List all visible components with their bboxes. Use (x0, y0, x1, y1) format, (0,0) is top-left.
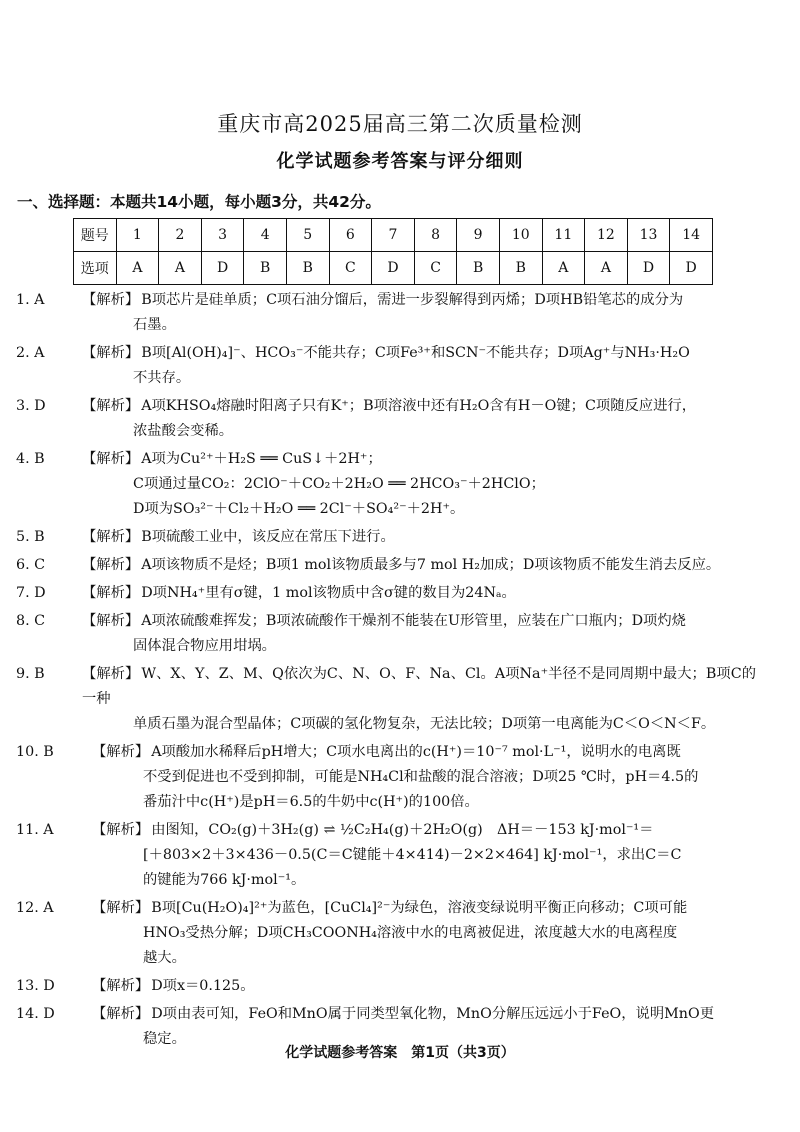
analysis-tag: 【解析】 (92, 822, 150, 838)
item-line: 石墨。 (133, 317, 176, 333)
item-line: 浓盐酸会变稀。 (133, 423, 234, 439)
item-text: A项KHSO₄熔融时阳离子只有K⁺；B项溶液中还有H₂O含有H－O键；C项随反应进行， (141, 398, 696, 414)
explanation-item (16, 818, 756, 893)
explanation-item (16, 447, 756, 522)
answer-choice-cell: D (372, 252, 415, 285)
analysis-tag: 【解析】 (82, 529, 140, 545)
item-line: [＋803×2＋3×436－0.5(C＝C键能＋4×414)－2×2×464] kJ·mol⁻¹，求出C＝C (143, 847, 682, 863)
item-line: 固体混合物应用坩埚。 (133, 638, 276, 654)
item-body (82, 447, 756, 522)
analysis-tag: 【解析】 (82, 585, 140, 601)
answer-choice-cell: D (201, 252, 244, 285)
item-line (82, 609, 756, 634)
item-number: 3. D (16, 398, 46, 414)
answer-choice-cell: B (457, 252, 500, 285)
analysis-tag: 【解析】 (82, 292, 140, 308)
analysis-tag: 【解析】 (82, 613, 140, 629)
item-number: 2. A (16, 345, 45, 361)
item-text: W、X、Y、Z、M、Q依次为C、N、O、F、Na、Cl。A项Na⁺半径不是同周期中最大；B项C的一种 (82, 666, 756, 707)
item-text: B项芯片是硅单质；C项石油分馏后，需进一步裂解得到丙烯；D项HB铅笔芯的成分为 (141, 292, 684, 308)
item-line (82, 447, 756, 472)
item-number: 9. B (16, 666, 45, 682)
item-text: D项x＝0.125。 (151, 978, 255, 994)
item-line (82, 525, 756, 550)
question-number-cell: 9 (457, 219, 500, 252)
item-line (82, 288, 756, 313)
page-footer: 化学试题参考答案 第1页（共3页） (285, 1045, 515, 1061)
item-text: D项由表可知，FeO和MnO属于同类型氧化物，MnO分解压远远小于FeO，说明MnO更 (151, 1006, 715, 1022)
item-line (92, 740, 756, 765)
item-number: 5. B (16, 529, 45, 545)
analysis-tag: 【解析】 (92, 744, 150, 760)
item-line: D项为SO₃²⁻＋Cl₂＋H₂O ══ 2Cl⁻＋SO₄²⁻＋2H⁺。 (133, 501, 465, 517)
question-number-cell: 2 (159, 219, 202, 252)
explanation-item (16, 662, 756, 737)
question-number-cell: 6 (329, 219, 372, 252)
item-text: A项该物质不是烃；B项1 mol该物质最多与7 mol H₂加成；D项该物质不能发生消去反应。 (141, 557, 721, 573)
page-subtitle: 化学试题参考答案与评分细则 (276, 151, 524, 172)
item-text: A项酸加水稀释后pH增大；C项水电离出的c(H⁺)＝10⁻⁷ mol·L⁻¹，说明水的电离既 (151, 744, 681, 760)
analysis-tag: 【解析】 (92, 978, 150, 994)
question-number-cell: 1 (116, 219, 159, 252)
question-number-cell: 3 (201, 219, 244, 252)
answer-table (73, 218, 713, 285)
question-number-cell: 10 (499, 219, 542, 252)
item-number: 13. D (16, 978, 55, 994)
explanation-list (16, 288, 756, 1055)
question-number-cell: 12 (585, 219, 628, 252)
explanation-item (16, 525, 756, 550)
analysis-tag: 【解析】 (82, 666, 140, 682)
item-text: B项硫酸工业中，该反应在常压下进行。 (141, 529, 395, 545)
item-line: HNO₃受热分解；D项CH₃COONH₄溶液中水的电离被促进，浓度越大水的电离程度 (143, 925, 678, 941)
explanation-item (16, 553, 756, 578)
section-heading: 一、选择题：本题共14小题，每小题3分，共42分。 (17, 193, 381, 211)
answer-choice-cell: A (116, 252, 159, 285)
item-line (92, 974, 756, 999)
item-body (82, 609, 756, 659)
explanation-item (16, 288, 756, 338)
item-number: 11. A (16, 822, 54, 838)
item-line: 单质石墨为混合型晶体；C项碳的氢化物复杂，无法比较；D项第一电离能为C＜O＜N＜F。 (133, 716, 716, 732)
explanation-item (16, 609, 756, 659)
analysis-tag: 【解析】 (82, 398, 140, 414)
item-body (82, 341, 756, 391)
answer-choice-cell: C (414, 252, 457, 285)
item-line (92, 896, 756, 921)
item-number: 6. C (16, 557, 46, 573)
item-body (82, 525, 756, 550)
item-number: 7. D (16, 585, 46, 601)
answer-choice-cell: B (499, 252, 542, 285)
item-line: 的键能为766 kJ·mol⁻¹。 (143, 872, 306, 888)
explanation-item (16, 896, 756, 971)
answer-choice-cell: B (286, 252, 329, 285)
item-line: 不共存。 (133, 370, 191, 386)
item-number: 14. D (16, 1006, 55, 1022)
question-number-cell: 5 (286, 219, 329, 252)
analysis-tag: 【解析】 (82, 451, 140, 467)
item-text: B项[Cu(H₂O)₄]²⁺为蓝色，[CuCl₄]²⁻为绿色，溶液变绿说明平衡正向移动；C项可能 (151, 900, 688, 916)
question-number-cell: 13 (627, 219, 670, 252)
answer-table-row-label: 选项 (74, 252, 117, 285)
item-text: 由图知，CO₂(g)＋3H₂(g) ⇌ ½C₂H₄(g)＋2H₂O(g) ΔH＝－153 kJ·mol⁻¹＝ (151, 822, 654, 838)
answer-choice-cell: D (670, 252, 713, 285)
item-number: 12. A (16, 900, 54, 916)
answer-choice-cell: B (244, 252, 287, 285)
question-number-cell: 11 (542, 219, 585, 252)
item-line (82, 341, 756, 366)
answer-choice-cell: A (159, 252, 202, 285)
item-line: 稳定。 (143, 1031, 186, 1047)
question-number-cell: 14 (670, 219, 713, 252)
item-line (82, 662, 756, 712)
item-body (82, 662, 756, 737)
item-line (82, 394, 756, 419)
item-line (92, 1002, 756, 1027)
answer-choice-cell: D (627, 252, 670, 285)
answer-table-number-row (74, 219, 713, 252)
answer-choice-cell: A (585, 252, 628, 285)
item-body (92, 896, 756, 971)
item-body (92, 974, 756, 999)
question-number-cell: 8 (414, 219, 457, 252)
answer-table-choice-row (74, 252, 713, 285)
page-title: 重庆市高2025届高三第二次质量检测 (217, 112, 583, 136)
item-line (92, 818, 756, 843)
explanation-item (16, 394, 756, 444)
item-text: D项NH₄⁺里有σ键，1 mol该物质中含σ键的数目为24Nₐ。 (141, 585, 516, 601)
question-number-cell: 7 (372, 219, 415, 252)
item-body (82, 553, 756, 578)
item-line: 番茄汁中c(H⁺)是pH＝6.5的牛奶中c(H⁺)的100倍。 (143, 794, 479, 810)
answer-table-row-label: 题号 (74, 219, 117, 252)
item-body (82, 394, 756, 444)
explanation-item (16, 581, 756, 606)
analysis-tag: 【解析】 (92, 1006, 150, 1022)
item-number: 8. C (16, 613, 46, 629)
item-text: A项浓硫酸难挥发；B项浓硫酸作干燥剂不能装在U形管里，应装在广口瓶内；D项灼烧 (141, 613, 686, 629)
question-number-cell: 4 (244, 219, 287, 252)
item-text: B项[Al(OH)₄]⁻、HCO₃⁻不能共存；C项Fe³⁺和SCN⁻不能共存；D项Ag⁺与NH₃·H₂O (141, 345, 690, 361)
item-line: 不受到促进也不受到抑制，可能是NH₄Cl和盐酸的混合溶液；D项25 ℃时，pH＝4.5的 (143, 769, 699, 785)
answer-choice-cell: C (329, 252, 372, 285)
item-number: 4. B (16, 451, 45, 467)
item-line (82, 581, 756, 606)
explanation-item (16, 974, 756, 999)
item-body (92, 818, 756, 893)
analysis-tag: 【解析】 (82, 557, 140, 573)
item-line: 越大。 (143, 950, 186, 966)
analysis-tag: 【解析】 (92, 900, 150, 916)
item-number: 10. B (16, 744, 54, 760)
explanation-item (16, 740, 756, 815)
item-body (82, 288, 756, 338)
item-line (82, 553, 756, 578)
item-line: C项通过量CO₂：2ClO⁻＋CO₂＋2H₂O ══ 2HCO₃⁻＋2HClO； (133, 476, 545, 492)
answer-choice-cell: A (542, 252, 585, 285)
analysis-tag: 【解析】 (82, 345, 140, 361)
item-body (82, 581, 756, 606)
item-body (92, 740, 756, 815)
item-text: A项为Cu²⁺＋H₂S ══ CuS↓＋2H⁺； (141, 451, 382, 467)
explanation-item (16, 341, 756, 391)
item-number: 1. A (16, 292, 45, 308)
